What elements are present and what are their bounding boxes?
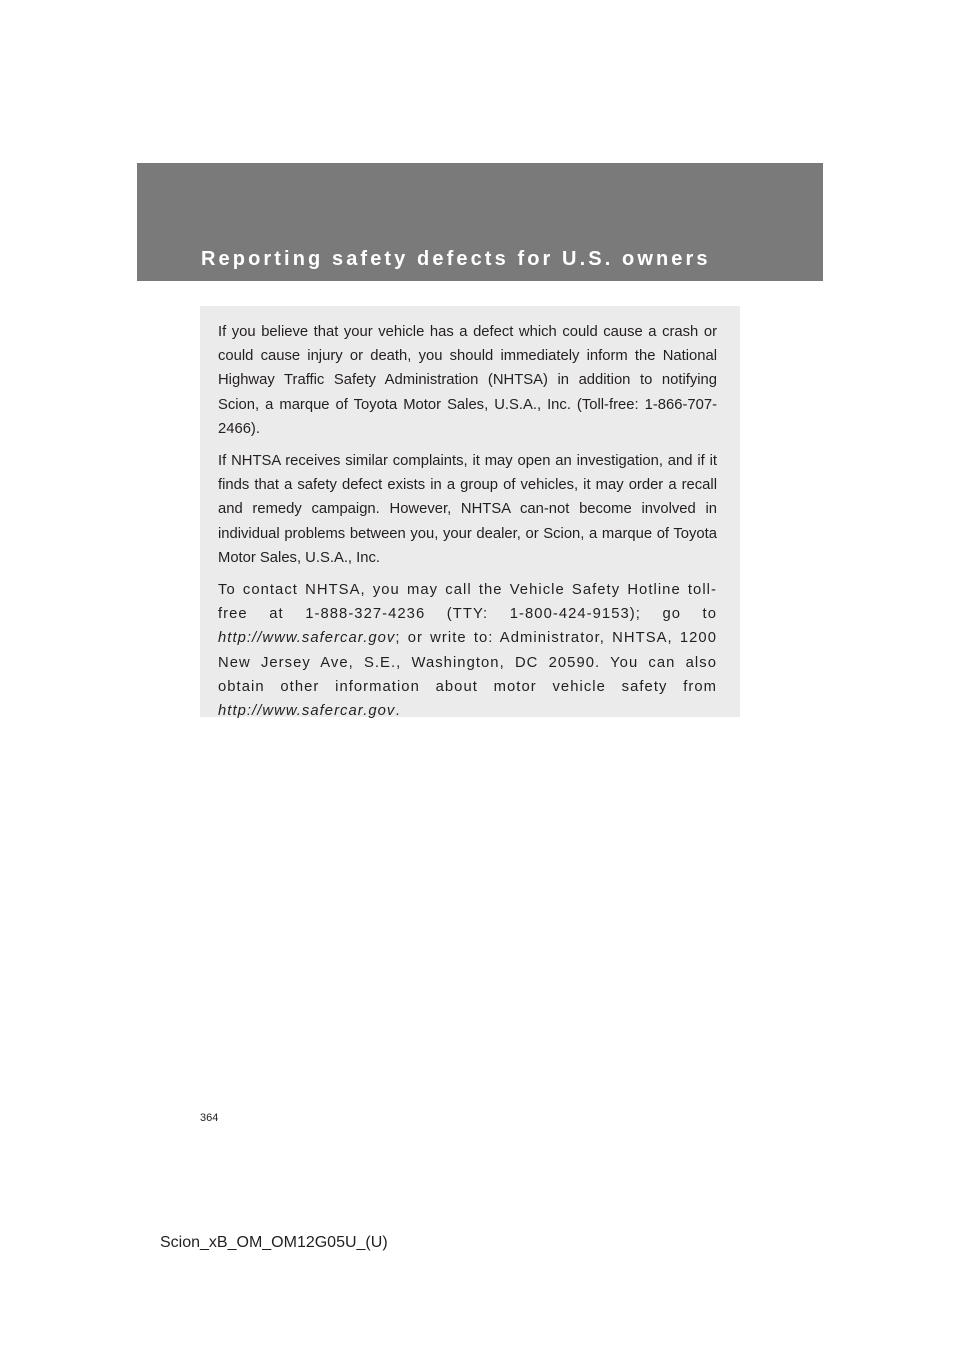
contact-text-part-2: ; or write to: Administrator, NHTSA, 1200 New Jersey Ave, S.E., Washington, DC 20590. You can also obtain other information about motor vehicle safety from — [218, 630, 717, 695]
section-title: Reporting safety defects for U.S. owners — [201, 248, 711, 270]
notice-paragraph-2: If NHTSA receives similar complaints, it may open an investigation, and if it finds that a safety defect exists in a group of vehicles, it may order a recall and remedy campaign. However, NHTSA can-not become involved in individual problems between you, your dealer, or Scion, a marque of Toyota Motor Sales, U.S.A., Inc. — [218, 453, 717, 566]
notice-paragraph-1: If you believe that your vehicle has a defect which could cause a crash or could cause injury or death, you should immediately inform the National Highway Traffic Safety Administration (NHTSA) in addition to notifying Scion, a marque of Toyota Motor Sales, U.S.A., Inc. (Toll-free: 1-866-707-2466). — [218, 324, 717, 437]
contact-text-part-1: To contact NHTSA, you may call the Vehicle Safety Hotline toll-free at 1-888-327-4236 (TTY: 1-800-424-9153); go to — [218, 582, 717, 623]
contact-text-part-3: . — [395, 703, 401, 720]
section-header-band — [137, 163, 823, 281]
document-code: Scion_xB_OM_OM12G05U_(U) — [160, 1234, 388, 1251]
safercar-link[interactable]: http://www.safercar.gov — [218, 630, 396, 647]
safercar-link-2[interactable]: http://www.safercar.gov — [218, 703, 396, 720]
notice-paragraph-3 — [218, 578, 717, 723]
safety-defect-notice — [200, 306, 740, 720]
page-number: 364 — [200, 1112, 219, 1124]
